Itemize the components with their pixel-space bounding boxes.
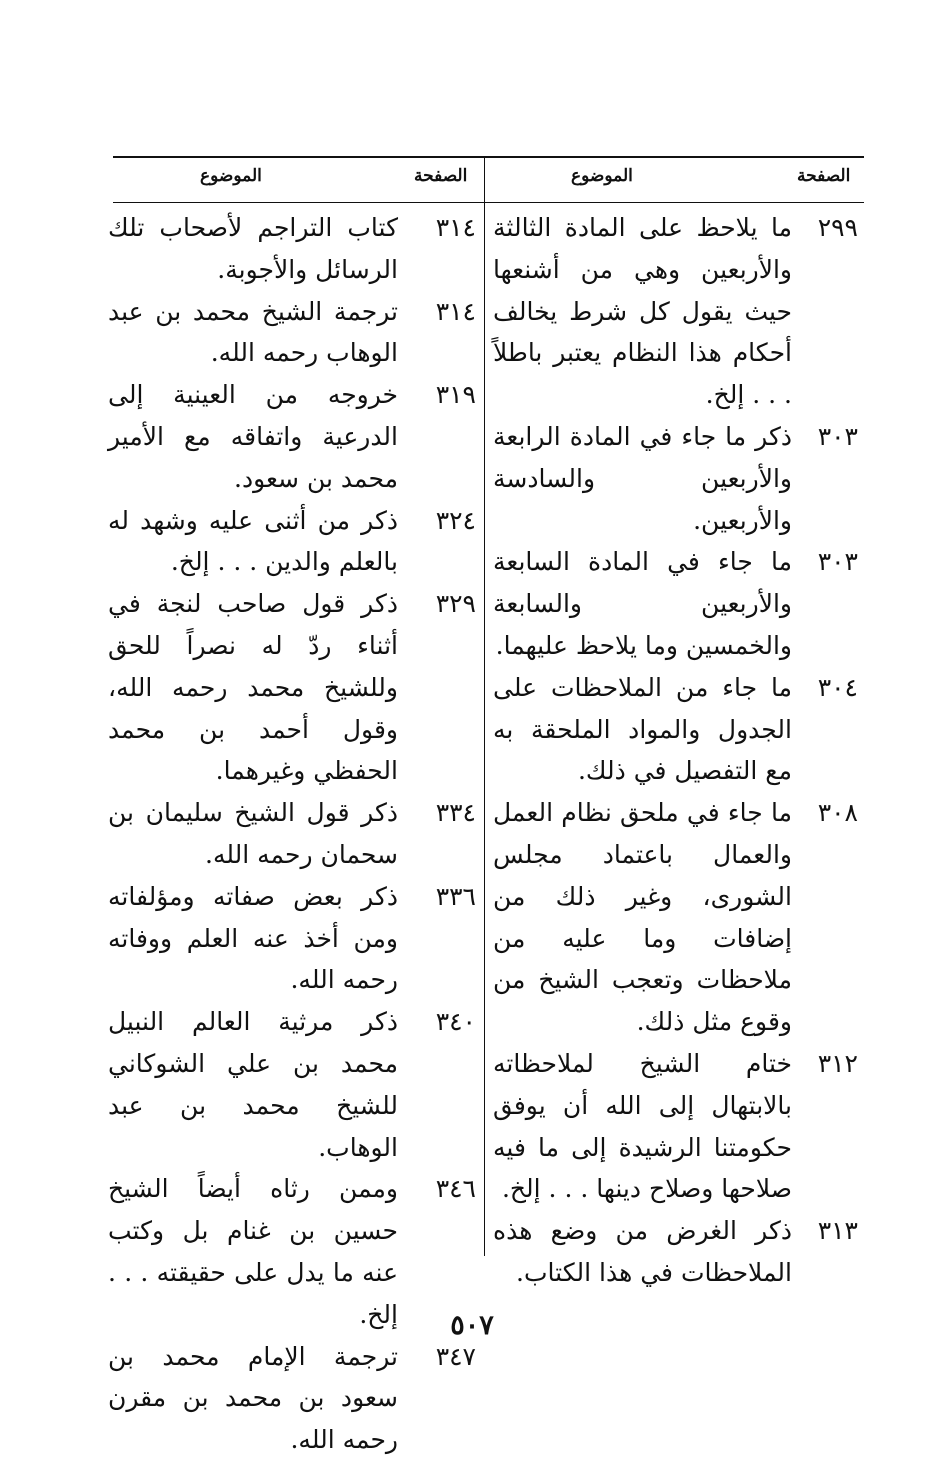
entry-topic: ذكر مرثية العالم النبيل محمد بن علي الشوكاني للشيخ محمد بن عبد الوهاب. [108, 1007, 398, 1162]
entry-page: ٣٣٦ [435, 881, 476, 911]
entry-topic: ذكر من أثنى عليه وشهد له بالعلم والدين . . . إلخ. [108, 505, 398, 577]
right-index-column [493, 207, 858, 1294]
header-rule [113, 202, 864, 203]
entry-page: ٣٤٧ [435, 1341, 476, 1371]
entry-page: ٣٢٩ [435, 589, 476, 619]
index-entry [493, 1043, 858, 1210]
entry-page: ٢٩٩ [817, 213, 858, 242]
page-number: ٥٠٧ [450, 1310, 494, 1341]
entry-page: ٣١٤ [435, 213, 476, 242]
entry-page: ٣٠٨ [817, 798, 858, 828]
right-page-header: الصفحة [797, 166, 851, 186]
entry-page: ٣١٩ [435, 380, 476, 410]
entry-topic: كتاب التراجم لأصحاب تلك الرسائل والأجوبة. [108, 213, 398, 284]
left-page-header: الصفحة [414, 166, 468, 186]
index-entry [493, 416, 858, 541]
entry-topic: ما جاء في المادة السابعة والأربعين والسابعة والخمسين وما يلاحظ عليهما. [493, 547, 792, 660]
index-entry [108, 583, 476, 792]
entry-topic: ذكر ما جاء في المادة الرابعة والأربعين والسادسة والأربعين. [493, 421, 792, 535]
entry-page: ٣٤٦ [435, 1174, 476, 1204]
top-rule [113, 156, 864, 158]
entry-topic: ما جاء في ملحق نظام العمل والعمال باعتماد مجلس الشورى، وغير ذلك من إضافات وما عليه من ملاحظات وتعجب الشيخ من وقوع مثل ذلك. [493, 798, 792, 1037]
entry-topic: ترجمة الإمام محمد بن سعود بن محمد بن مقرن رحمه الله. [108, 1341, 398, 1455]
index-entry [493, 792, 858, 1043]
left-topic-header: الموضوع [200, 166, 262, 186]
entry-page: ٣١٢ [817, 1048, 858, 1078]
entry-topic: وممن رثاه أيضاً الشيخ حسين بن غنام بل وكتب عنه ما يدل على حقيقته . . . إلخ. [108, 1174, 398, 1329]
entry-page: ٣٠٣ [817, 421, 858, 451]
entry-page: ٣٤٠ [435, 1007, 476, 1037]
entry-topic: ترجمة الشيخ محمد بن عبد الوهاب رحمه الله. [108, 296, 398, 368]
entry-topic: خروجه من العينية إلى الدرعية واتفاقه مع الأمير محمد بن سعود. [108, 380, 398, 493]
column-divider [484, 158, 485, 1256]
index-entry [493, 541, 858, 666]
entry-page: ٣١٤ [435, 296, 476, 326]
entry-page: ٣٠٣ [817, 547, 858, 577]
index-entry [108, 1336, 476, 1461]
entry-page: ٣٠٤ [817, 672, 858, 702]
entry-page: ٣١٣ [817, 1216, 858, 1246]
entry-page: ٣٣٤ [435, 798, 476, 828]
index-entry [108, 1001, 476, 1168]
index-entry [108, 876, 476, 1001]
entry-topic: ذكر قول الشيخ سليمان بن سحمان رحمه الله. [108, 798, 398, 869]
index-entry [108, 291, 476, 375]
index-entry [108, 792, 476, 876]
index-entry [108, 207, 476, 291]
entry-topic: ذكر الغرض من وضع هذه الملاحظات في هذا الكتاب. [493, 1216, 792, 1287]
entry-page: ٣٢٤ [435, 505, 476, 535]
index-entry [108, 374, 476, 499]
index-entry [493, 667, 858, 792]
entry-topic: ختام الشيخ لملاحظاته بالابتهال إلى الله أن يوفق حكومتنا الرشيدة إلى ما فيه صلاحها وصلاح دينها . . . إلخ. [493, 1048, 792, 1204]
index-entry [108, 500, 476, 584]
entry-topic: ذكر قول صاحب لنجة في أثناء ردّ له نصراً للحق وللشيخ محمد رحمه الله، وقول أحمد بن محمد الحفظي وغيرهما. [108, 589, 398, 786]
index-entry [493, 207, 858, 416]
index-entry [493, 1210, 858, 1294]
left-index-column [108, 207, 476, 1461]
entry-topic: ما يلاحظ على المادة الثالثة والأربعين وهي من أشنعها حيث يقول كل شرط يخالف أحكام هذا النظام يعتبر باطلاً . . . إلخ. [493, 213, 792, 410]
right-topic-header: الموضوع [571, 166, 633, 186]
entry-topic: ما جاء من الملاحظات على الجدول والمواد الملحقة به مع التفصيل في ذلك. [493, 672, 792, 786]
entry-topic: ذكر بعض صفاته ومؤلفاته ومن أخذ عنه العلم ووفاته رحمه الله. [108, 881, 398, 995]
